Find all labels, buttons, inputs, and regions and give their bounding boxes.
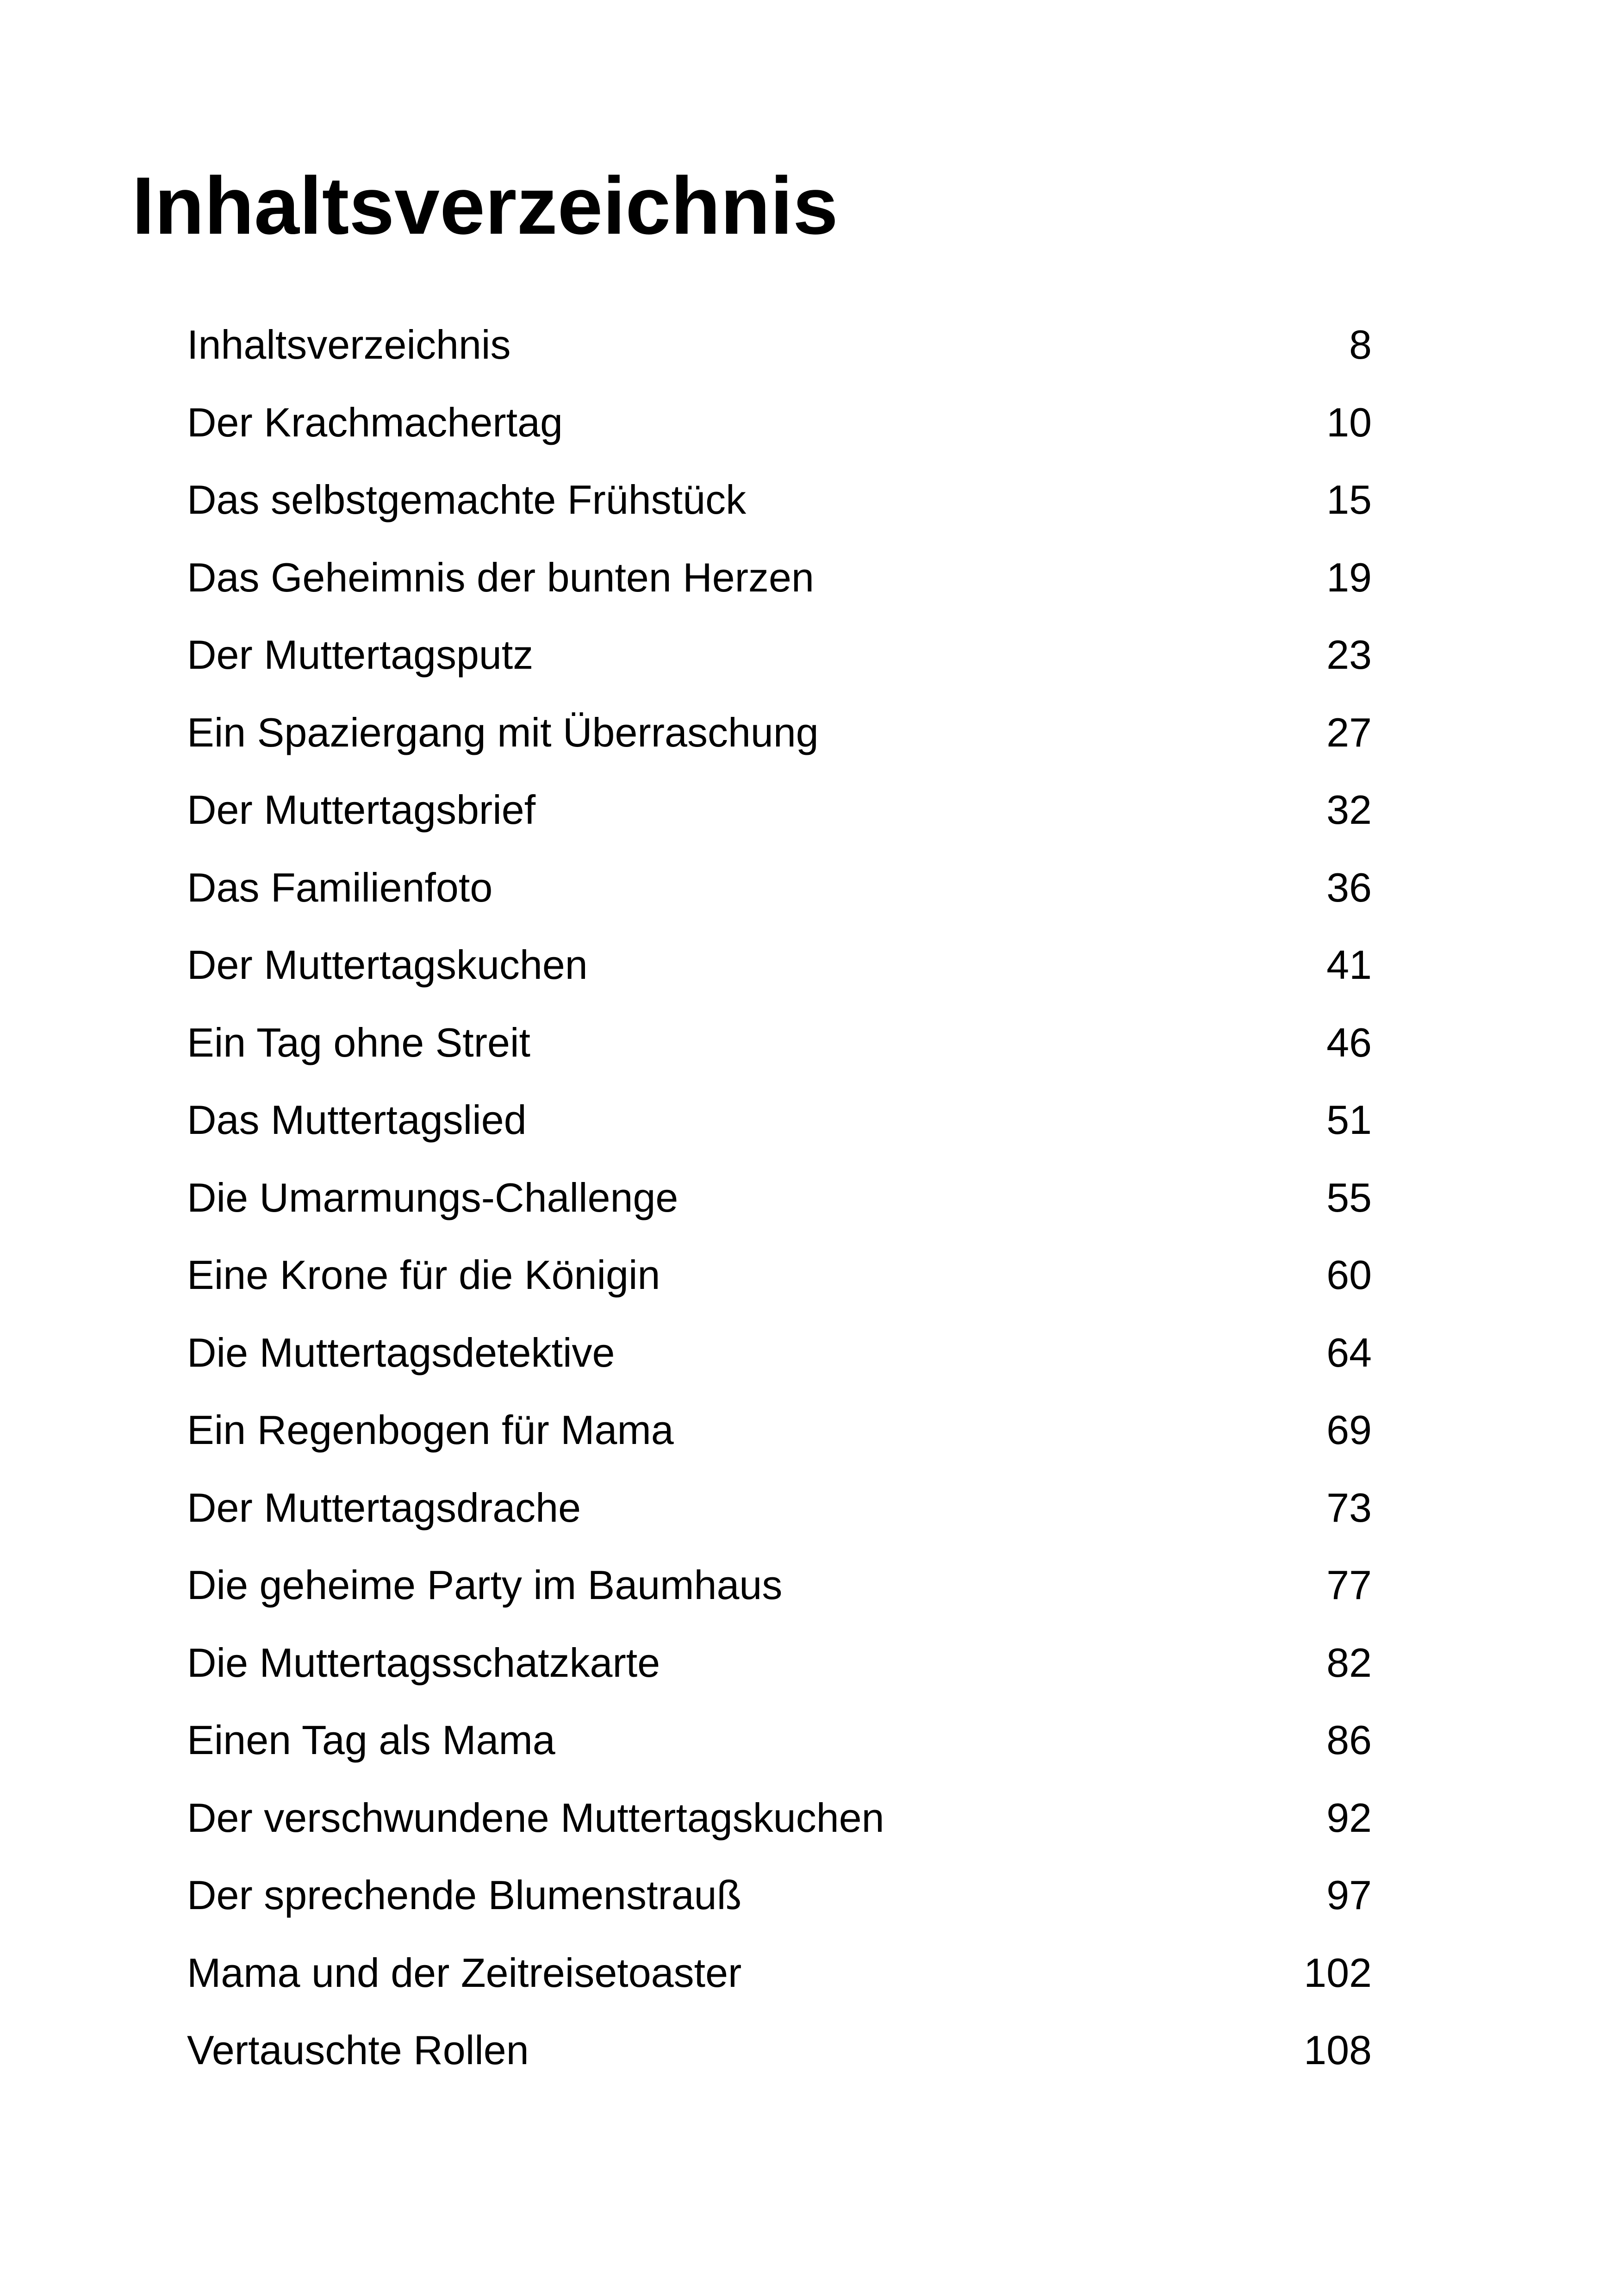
toc-entry-title: Die geheime Party im Baumhaus — [187, 1562, 783, 1608]
toc-entry-page-number: 64 — [1326, 1329, 1372, 1375]
toc-entry-title: Der Muttertagsputz — [187, 632, 534, 678]
toc-entry-page-number: 23 — [1326, 632, 1372, 678]
page-title: Inhaltsverzeichnis — [132, 161, 838, 251]
toc-entry[interactable] — [187, 1314, 1372, 1392]
toc-entry[interactable] — [187, 1159, 1372, 1237]
toc-entry-page-number: 77 — [1326, 1562, 1372, 1608]
toc-entry-page-number: 32 — [1326, 787, 1372, 833]
toc-entry-page-number: 86 — [1326, 1717, 1372, 1763]
toc-entry-page-number: 73 — [1326, 1484, 1372, 1531]
toc-entry[interactable] — [187, 771, 1372, 849]
toc-entry[interactable] — [187, 1624, 1372, 1702]
toc-entry[interactable] — [187, 1546, 1372, 1624]
toc-entry-page-number: 27 — [1326, 709, 1372, 755]
toc-entry[interactable] — [187, 849, 1372, 927]
toc-entry-page-number: 19 — [1326, 554, 1372, 600]
toc-entry-title: Das Muttertagslied — [187, 1097, 527, 1143]
toc-entry-title: Das Familienfoto — [187, 864, 493, 910]
toc-entry-page-number: 10 — [1326, 399, 1372, 445]
toc-entry-page-number: 41 — [1326, 942, 1372, 988]
toc-entry[interactable] — [187, 1934, 1372, 2012]
toc-entry[interactable] — [187, 1856, 1372, 1934]
toc-entry-page-number: 36 — [1326, 864, 1372, 910]
toc-entry-page-number: 8 — [1349, 322, 1372, 367]
toc-entry-page-number: 55 — [1326, 1174, 1372, 1220]
toc-entry[interactable] — [187, 2011, 1372, 2089]
toc-entry[interactable] — [187, 1391, 1372, 1469]
toc-entry-page-number: 102 — [1304, 1949, 1372, 1996]
toc-entry-page-number: 92 — [1326, 1794, 1372, 1841]
toc-entry-title: Ein Spaziergang mit Überraschung — [187, 709, 819, 755]
table-of-contents — [187, 306, 1372, 2089]
toc-entry-page-number: 108 — [1304, 2027, 1372, 2073]
toc-entry-title: Mama und der Zeitreisetoaster — [187, 1949, 742, 1996]
toc-entry-title: Die Muttertagsdetektive — [187, 1329, 615, 1375]
toc-entry[interactable] — [187, 1236, 1372, 1314]
toc-entry-page-number: 60 — [1326, 1252, 1372, 1298]
toc-entry[interactable] — [187, 694, 1372, 772]
toc-entry-title: Der Muttertagskuchen — [187, 942, 588, 988]
toc-entry-title: Die Umarmungs-Challenge — [187, 1174, 678, 1220]
toc-entry-title: Der Muttertagsdrache — [187, 1484, 581, 1531]
toc-entry[interactable] — [187, 384, 1372, 461]
toc-entry-title: Eine Krone für die Königin — [187, 1252, 660, 1298]
toc-entry[interactable] — [187, 539, 1372, 616]
toc-entry-title: Der Krachmachertag — [187, 399, 563, 445]
toc-entry-title: Ein Regenbogen für Mama — [187, 1407, 674, 1453]
toc-entry-title: Der Muttertagsbrief — [187, 787, 536, 833]
toc-entry[interactable] — [187, 461, 1372, 539]
toc-entry[interactable] — [187, 1469, 1372, 1547]
toc-entry-title: Das selbstgemachte Frühstück — [187, 477, 747, 523]
toc-entry[interactable] — [187, 926, 1372, 1004]
toc-entry-page-number: 82 — [1326, 1639, 1372, 1686]
toc-entry-page-number: 69 — [1326, 1407, 1372, 1453]
toc-entry[interactable] — [187, 1004, 1372, 1082]
toc-entry-title: Einen Tag als Mama — [187, 1717, 555, 1763]
toc-entry[interactable] — [187, 1779, 1372, 1857]
toc-entry[interactable] — [187, 1701, 1372, 1779]
toc-entry[interactable] — [187, 306, 1372, 384]
toc-entry-page-number: 97 — [1326, 1872, 1372, 1918]
toc-entry-title: Das Geheimnis der bunten Herzen — [187, 554, 814, 600]
toc-entry-title: Vertauschte Rollen — [187, 2027, 529, 2073]
toc-entry-title: Der verschwundene Muttertagskuchen — [187, 1794, 884, 1841]
toc-entry[interactable] — [187, 616, 1372, 694]
toc-entry-page-number: 46 — [1326, 1019, 1372, 1065]
toc-entry[interactable] — [187, 1081, 1372, 1159]
toc-entry-page-number: 51 — [1326, 1097, 1372, 1143]
toc-entry-page-number: 15 — [1326, 477, 1372, 523]
toc-entry-title: Die Muttertagsschatzkarte — [187, 1639, 660, 1686]
toc-entry-title: Der sprechende Blumenstrauß — [187, 1872, 742, 1918]
toc-entry-title: Inhaltsverzeichnis — [187, 322, 511, 367]
toc-entry-title: Ein Tag ohne Streit — [187, 1019, 530, 1065]
